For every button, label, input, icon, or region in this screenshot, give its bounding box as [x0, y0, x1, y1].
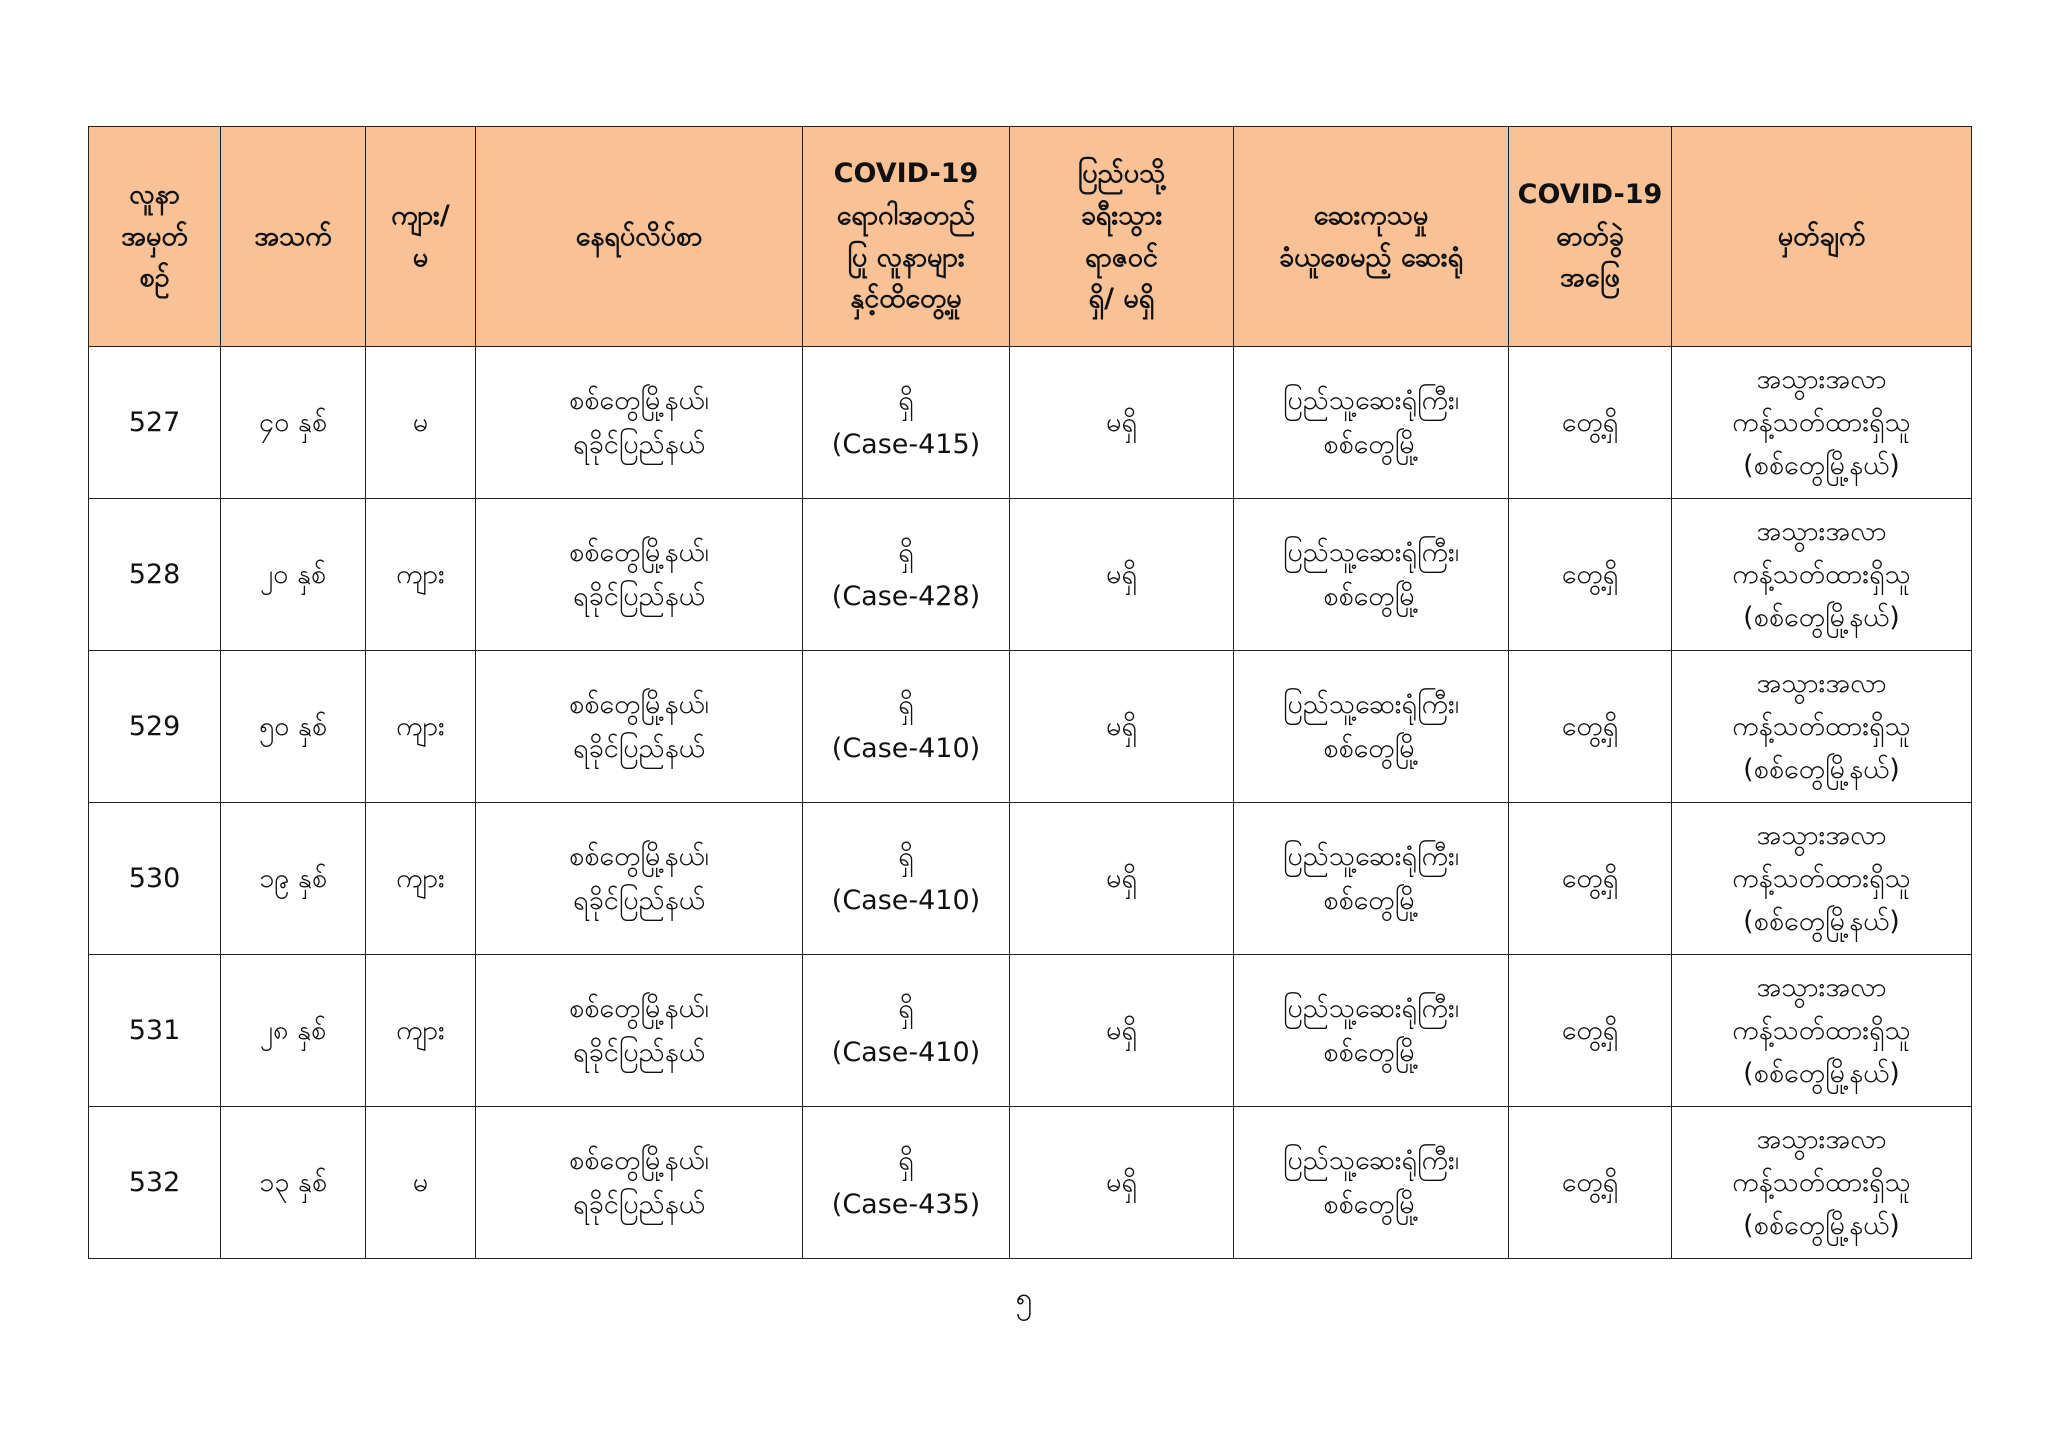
cell-test-result: တွေ့ရှိ	[1509, 955, 1672, 1107]
cell-test-result: တွေ့ရှိ	[1509, 499, 1672, 651]
cell-hospital: ပြည်သူ့ဆေးရုံကြီး၊ စစ်တွေမြို့	[1234, 955, 1509, 1107]
header-remark: မှတ်ချက်	[1672, 127, 1972, 347]
header-row	[89, 127, 1972, 347]
header-hospital: ဆေးကုသမှု ခံယူစေမည့် ဆေးရုံ	[1234, 127, 1509, 347]
cell-age: ၅၀ နှစ်	[221, 651, 366, 803]
cell-travel-history: မရှိ	[1010, 499, 1234, 651]
table-row	[89, 803, 1972, 955]
cell-patient-no: 530	[89, 803, 221, 955]
cell-age: ၄၀ နှစ်	[221, 347, 366, 499]
header-patient-no: လူနာ အမှတ် စဉ်	[89, 127, 221, 347]
cell-hospital: ပြည်သူ့ဆေးရုံကြီး၊ စစ်တွေမြို့	[1234, 347, 1509, 499]
header-test-result: COVID-19 ဓာတ်ခွဲ အဖြေ	[1509, 127, 1672, 347]
cell-age: ၁၃ နှစ်	[221, 1107, 366, 1259]
covid-case-table	[88, 126, 1972, 1259]
table-row	[89, 955, 1972, 1107]
header-address: နေရပ်လိပ်စာ	[476, 127, 803, 347]
header-travel-history: ပြည်ပသို့ ခရီးသွား ရာဇဝင် ရှိ/ မရှိ	[1010, 127, 1234, 347]
cell-sex: ကျား	[366, 955, 476, 1107]
cell-remark: အသွားအလာ ကန့်သတ်ထားရှိသူ (စစ်တွေမြို့နယ်)	[1672, 347, 1972, 499]
header-sex: ကျား/ မ	[366, 127, 476, 347]
cell-patient-no: 527	[89, 347, 221, 499]
cell-patient-no: 531	[89, 955, 221, 1107]
cell-sex: ကျား	[366, 803, 476, 955]
cell-contact: ရှိ (Case-410)	[803, 955, 1010, 1107]
cell-sex: မ	[366, 347, 476, 499]
cell-contact: ရှိ (Case-428)	[803, 499, 1010, 651]
cell-contact: ရှိ (Case-415)	[803, 347, 1010, 499]
cell-age: ၁၉ နှစ်	[221, 803, 366, 955]
cell-age: ၂၀ နှစ်	[221, 499, 366, 651]
cell-travel-history: မရှိ	[1010, 803, 1234, 955]
cell-remark: အသွားအလာ ကန့်သတ်ထားရှိသူ (စစ်တွေမြို့နယ်)	[1672, 803, 1972, 955]
table-row	[89, 347, 1972, 499]
cell-test-result: တွေ့ရှိ	[1509, 347, 1672, 499]
cell-contact: ရှိ (Case-410)	[803, 803, 1010, 955]
cell-test-result: တွေ့ရှိ	[1509, 651, 1672, 803]
cell-sex: ကျား	[366, 499, 476, 651]
cell-patient-no: 528	[89, 499, 221, 651]
cell-sex: ကျား	[366, 651, 476, 803]
cell-travel-history: မရှိ	[1010, 347, 1234, 499]
cell-sex: မ	[366, 1107, 476, 1259]
cell-hospital: ပြည်သူ့ဆေးရုံကြီး၊ စစ်တွေမြို့	[1234, 803, 1509, 955]
table-row	[89, 651, 1972, 803]
cell-test-result: တွေ့ရှိ	[1509, 1107, 1672, 1259]
cell-age: ၂၈ နှစ်	[221, 955, 366, 1107]
cell-test-result: တွေ့ရှိ	[1509, 803, 1672, 955]
cell-hospital: ပြည်သူ့ဆေးရုံကြီး၊ စစ်တွေမြို့	[1234, 1107, 1509, 1259]
table-row	[89, 1107, 1972, 1259]
header-age: အသက်	[221, 127, 366, 347]
cell-address: စစ်တွေမြို့နယ်၊ ရခိုင်ပြည်နယ်	[476, 955, 803, 1107]
cell-remark: အသွားအလာ ကန့်သတ်ထားရှိသူ (စစ်တွေမြို့နယ်)	[1672, 955, 1972, 1107]
cell-travel-history: မရှိ	[1010, 955, 1234, 1107]
cell-address: စစ်တွေမြို့နယ်၊ ရခိုင်ပြည်နယ်	[476, 499, 803, 651]
cell-travel-history: မရှိ	[1010, 651, 1234, 803]
cell-patient-no: 529	[89, 651, 221, 803]
cell-hospital: ပြည်သူ့ဆေးရုံကြီး၊ စစ်တွေမြို့	[1234, 499, 1509, 651]
table-row	[89, 499, 1972, 651]
cell-travel-history: မရှိ	[1010, 1107, 1234, 1259]
cell-remark: အသွားအလာ ကန့်သတ်ထားရှိသူ (စစ်တွေမြို့နယ်)	[1672, 499, 1972, 651]
cell-address: စစ်တွေမြို့နယ်၊ ရခိုင်ပြည်နယ်	[476, 347, 803, 499]
cell-address: စစ်တွေမြို့နယ်၊ ရခိုင်ပြည်နယ်	[476, 1107, 803, 1259]
cell-hospital: ပြည်သူ့ဆေးရုံကြီး၊ စစ်တွေမြို့	[1234, 651, 1509, 803]
header-contact: COVID-19 ရောဂါအတည် ပြု လူနာများ နှင့်ထိတွေ့မှု	[803, 127, 1010, 347]
cell-contact: ရှိ (Case-410)	[803, 651, 1010, 803]
cell-remark: အသွားအလာ ကန့်သတ်ထားရှိသူ (စစ်တွေမြို့နယ်)	[1672, 1107, 1972, 1259]
page-number: ၅	[1015, 1281, 1033, 1316]
cell-contact: ရှိ (Case-435)	[803, 1107, 1010, 1259]
cell-patient-no: 532	[89, 1107, 221, 1259]
cell-remark: အသွားအလာ ကန့်သတ်ထားရှိသူ (စစ်တွေမြို့နယ်)	[1672, 651, 1972, 803]
cell-address: စစ်တွေမြို့နယ်၊ ရခိုင်ပြည်နယ်	[476, 803, 803, 955]
cell-address: စစ်တွေမြို့နယ်၊ ရခိုင်ပြည်နယ်	[476, 651, 803, 803]
